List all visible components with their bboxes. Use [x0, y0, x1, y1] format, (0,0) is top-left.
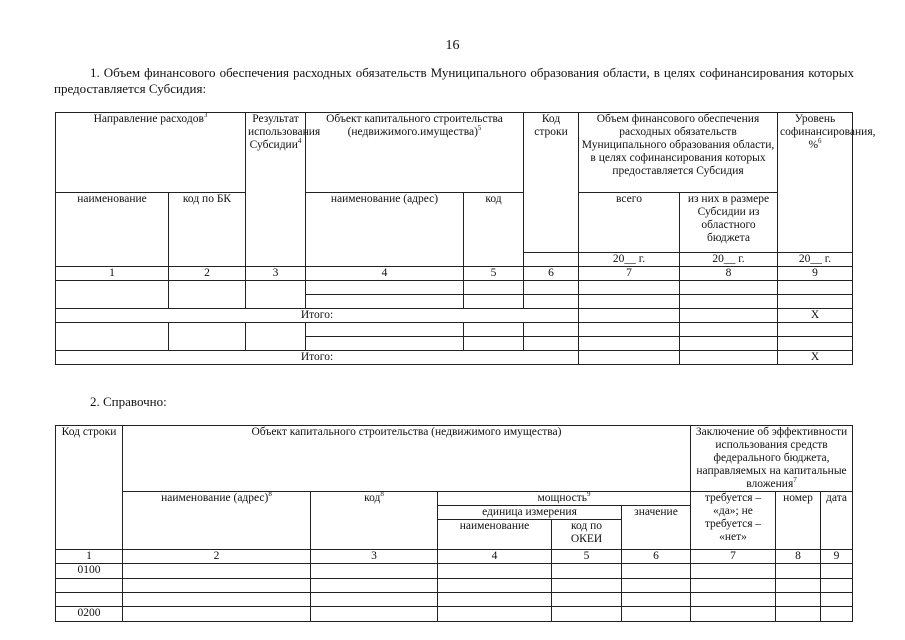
table-cell [311, 607, 438, 622]
table-cell [680, 309, 778, 323]
table-cell [622, 579, 691, 593]
col-number: 1 [56, 550, 123, 564]
table-cell [246, 323, 306, 351]
table-cell [579, 337, 680, 351]
header-regional: из них в размере Субсидии из областного бюджета [680, 193, 778, 253]
table-cell [579, 295, 680, 309]
table-cell [776, 593, 821, 607]
table-cell [438, 564, 552, 579]
ref-header-date: дата [821, 492, 853, 550]
table-cell [123, 607, 311, 622]
table-row [56, 593, 853, 607]
col-number: 9 [778, 267, 853, 281]
total-label: Итого: [56, 351, 579, 365]
table-cell [691, 564, 776, 579]
table-row [56, 579, 853, 593]
header-direction: Направление расходов$^3$ [56, 113, 246, 193]
col-number: 8 [680, 267, 778, 281]
ref-header-name-addr: наименование (адрес)$^8$ [123, 492, 311, 550]
header-object-name: наименование (адрес) [306, 193, 464, 267]
table-cell [579, 309, 680, 323]
table-cell [552, 579, 622, 593]
table-cell [123, 564, 311, 579]
table-cell [438, 607, 552, 622]
col-number: 6 [524, 267, 579, 281]
total-label: Итого: [56, 309, 579, 323]
table-cell [524, 295, 579, 309]
table-cell [622, 564, 691, 579]
table-cell [56, 593, 123, 607]
ref-header-number: номер [776, 492, 821, 550]
header-row-code-cont [524, 253, 579, 267]
table-cell [56, 579, 123, 593]
ref-header-okei: код по ОКЕИ [552, 520, 622, 550]
table-cell [56, 323, 169, 351]
header-level: Уровень софинансирования, %$^6$ [778, 113, 853, 253]
table-cell [464, 337, 524, 351]
table-cell [524, 337, 579, 351]
ref-header-capacity: мощность$^9$ [438, 492, 691, 506]
table-cell [778, 295, 853, 309]
col-number: 8 [776, 550, 821, 564]
table-cell [311, 579, 438, 593]
col-number: 1 [56, 267, 169, 281]
table-cell [123, 579, 311, 593]
table-cell [123, 593, 311, 607]
table-cell [778, 323, 853, 337]
ref-header-row-code: Код строки [56, 426, 123, 550]
table-cell [464, 323, 524, 337]
table-cell [776, 564, 821, 579]
header-object-code: код [464, 193, 524, 267]
table-cell [821, 593, 853, 607]
column-number-row [56, 267, 853, 281]
col-number: 7 [579, 267, 680, 281]
col-number: 3 [246, 267, 306, 281]
col-number: 4 [438, 550, 552, 564]
section2-heading: 2. Справочно: [90, 394, 167, 409]
table-cell [438, 593, 552, 607]
subsidy-financing-table [55, 111, 876, 365]
table-row [56, 281, 853, 295]
table-cell [691, 607, 776, 622]
ref-header-conclusion: Заключение об эффективности использования средств федерального бюджета, направляемых на капитальные вложения$^7$ [691, 426, 853, 492]
col-number: 2 [123, 550, 311, 564]
row-code: 0100 [56, 564, 123, 579]
table-cell [56, 281, 169, 309]
table-cell [311, 593, 438, 607]
table-cell [552, 607, 622, 622]
table-cell [821, 607, 853, 622]
col-number: 4 [306, 267, 464, 281]
header-total: всего [579, 193, 680, 253]
ref-header-unit-name: наименование [438, 520, 552, 550]
table-cell [776, 607, 821, 622]
header-year-total: 20__ г. [579, 253, 680, 267]
table-cell [524, 281, 579, 295]
page-number: 16 [445, 38, 460, 53]
header-volume: Объем финансового обеспечения расходных обязательств Муниципального образования области, в целях софинансирования которых предоставляется Субсидия [579, 113, 778, 193]
table-row [56, 564, 853, 579]
table-cell [169, 323, 246, 351]
table-cell [246, 281, 306, 309]
total-row [56, 309, 853, 323]
header-object: Объект капитального строительства (недвижимого.имущества)$^5$ [306, 113, 524, 193]
col-number: 9 [821, 550, 853, 564]
table-row [56, 323, 853, 337]
row-code: 0200 [56, 607, 123, 622]
table-cell [311, 564, 438, 579]
table-cell [464, 281, 524, 295]
col-number: 6 [622, 550, 691, 564]
table-cell [680, 337, 778, 351]
header-year-level: 20__ г. [778, 253, 853, 267]
table-cell [552, 593, 622, 607]
table-cell [552, 564, 622, 579]
total-row [56, 351, 853, 365]
table-cell [776, 579, 821, 593]
header-year-regional: 20__ г. [680, 253, 778, 267]
section1-heading: 1. Объем финансового обеспечения расходных обязательств Муниципального образования области, в целях софинансирования которых предоставляется Субсидия: [54, 65, 854, 96]
table-cell [778, 337, 853, 351]
header-row-code: Код строки [524, 113, 579, 253]
x-mark: Х [778, 309, 853, 323]
table-cell [524, 323, 579, 337]
table-cell [306, 281, 464, 295]
ref-header-value: значение [622, 506, 691, 550]
table-cell [622, 607, 691, 622]
col-number: 5 [464, 267, 524, 281]
x-mark: Х [778, 351, 853, 365]
table-cell [579, 351, 680, 365]
table-cell [691, 579, 776, 593]
table-cell [622, 593, 691, 607]
table-cell [821, 564, 853, 579]
ref-header-required: требуется – «да»; не требуется – «нет» [691, 492, 776, 550]
header-result: Результат использования Субсидии$^4$ [246, 113, 306, 267]
table-row [56, 607, 853, 622]
ref-header-unit: единица измерения [438, 506, 622, 520]
table-cell [169, 281, 246, 309]
table-cell [464, 295, 524, 309]
table-cell [680, 351, 778, 365]
table-cell [438, 579, 552, 593]
table-cell [306, 337, 464, 351]
table-cell [691, 593, 776, 607]
table-cell [579, 323, 680, 337]
col-number: 3 [311, 550, 438, 564]
table-cell [680, 295, 778, 309]
ref-header-code: код$^8$ [311, 492, 438, 550]
header-name: наименование [56, 193, 169, 267]
header-bk-code: код по БК [169, 193, 246, 267]
col-number: 2 [169, 267, 246, 281]
table-cell [680, 323, 778, 337]
reference-table [55, 425, 853, 622]
table-cell [778, 281, 853, 295]
table-cell [306, 295, 464, 309]
ref-header-object: Объект капитального строительства (недвижимого имущества) [123, 426, 691, 492]
col-number: 5 [552, 550, 622, 564]
ref-column-number-row [56, 550, 853, 564]
table-cell [579, 281, 680, 295]
table-cell [680, 281, 778, 295]
table-cell [821, 579, 853, 593]
col-number: 7 [691, 550, 776, 564]
table-cell [306, 323, 464, 337]
